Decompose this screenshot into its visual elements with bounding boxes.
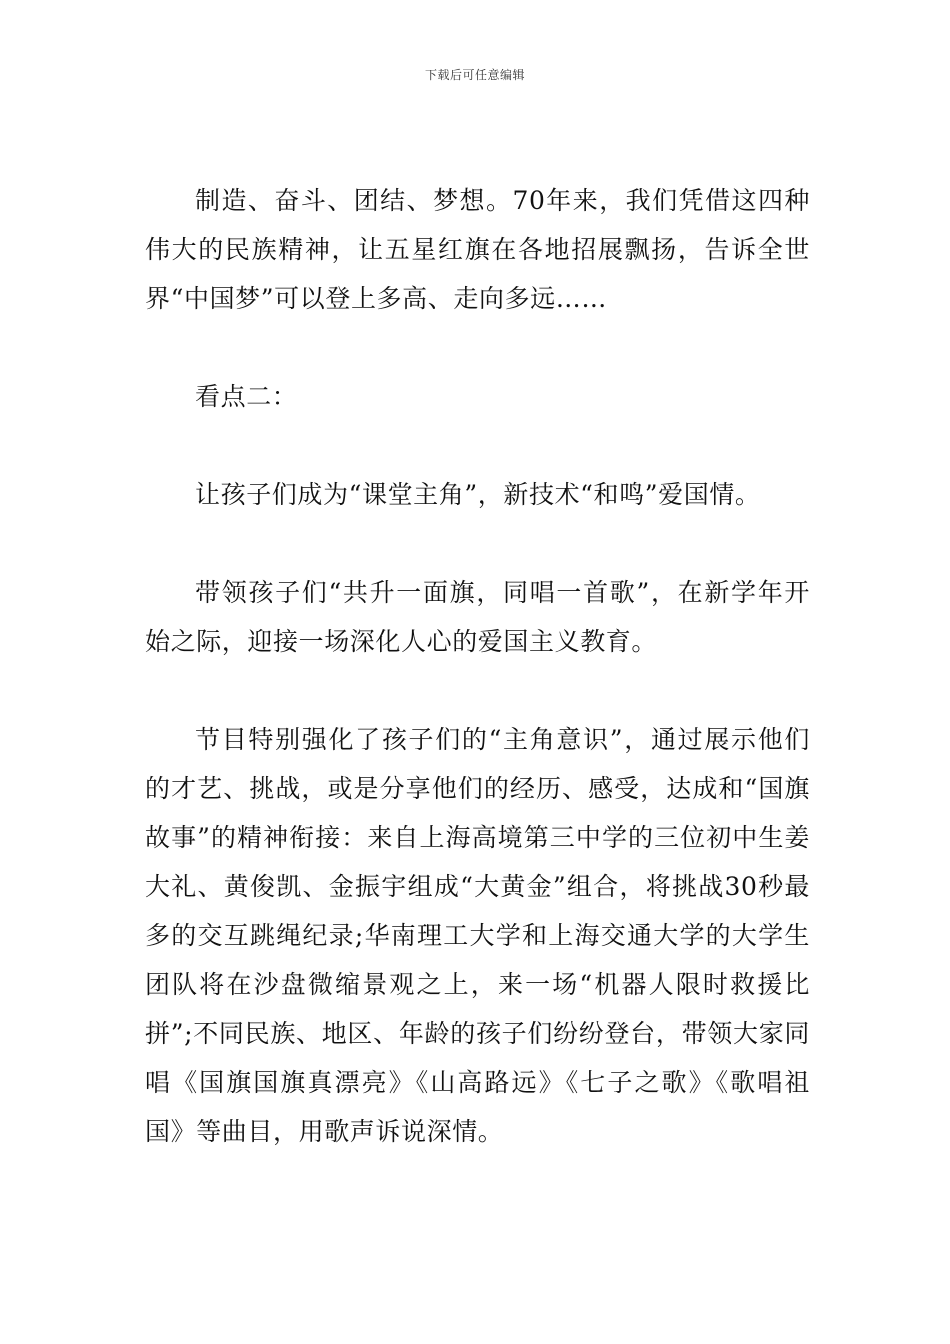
paragraph-4: 节目特别强化了孩子们的“主角意识”，通过展示他们的才艺、挑战，或是分享他们的经历、感受，达成和“国旗故事”的精神衔接：来自上海高境第三中学的三位初中生姜大礼、黄俊凯、金振宇组成“大黄金”组合，将挑战30秒最多的交互跳绳纪录;华南理工大学和上海交通大学的大学生团队将在沙盘微缩景观之上，来一场“机器人限时救援比拼”;不同民族、地区、年龄的孩子们纷纷登台，带领大家同唱《国旗国旗真漂亮》《山高路远》《七子之歌》《歌唱祖国》等曲目，用歌声诉说深情。 (145, 725, 810, 1146)
paragraph-3: 带领孩子们“共升一面旗，同唱一首歌”，在新学年开始之际，迎接一场深化人心的爱国主义教育。 (145, 578, 810, 656)
header-note: 下载后可任意编辑 (424, 68, 525, 82)
paragraph-1: 制造、奋斗、团结、梦想。70年来，我们凭借这四种伟大的民族精神，让五星红旗在各地招展飘扬，告诉全世界“中国梦”可以登上多高、走向多远…… (145, 186, 810, 313)
document-body (145, 176, 810, 1156)
section-heading: 看点二： (195, 382, 298, 411)
paragraph-2: 让孩子们成为“课堂主角”，新技术“和鸣”爱国情。 (195, 480, 761, 509)
